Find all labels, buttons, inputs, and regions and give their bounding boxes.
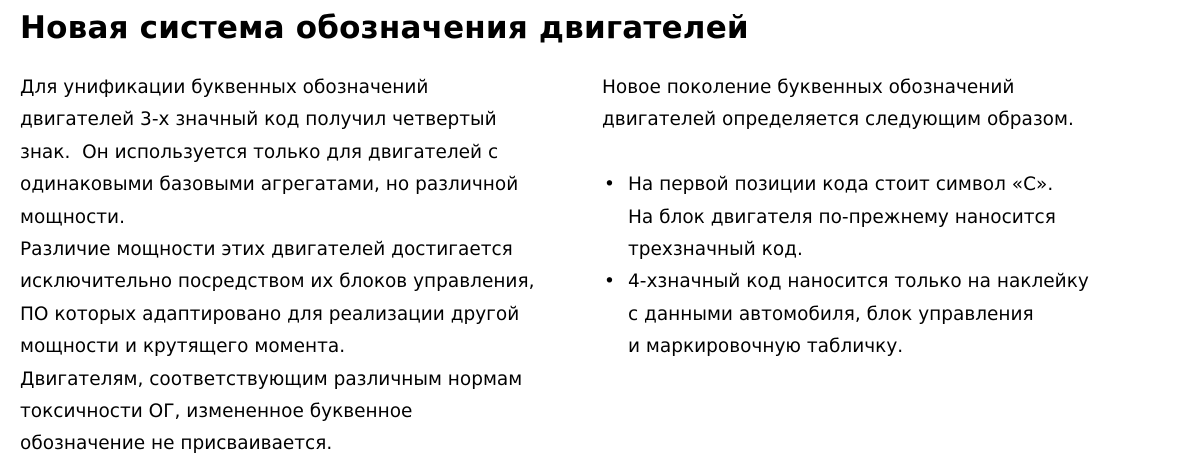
text-line: 4-хзначный код наносится только на наклейку [628, 271, 1089, 293]
right-column-text [602, 72, 1182, 364]
bullet-item [602, 169, 1182, 266]
text-line: Для унификации буквенных обозначений [20, 77, 429, 98]
text-line: исключительно посредством их блоков управления, [20, 271, 535, 293]
text-line: двигателей 3-х значный код получил четвертый [20, 109, 497, 131]
text-line: Двигателям, соответствующим различным нормам [20, 368, 523, 390]
bullet-dot-icon: • [604, 271, 615, 293]
text-line: обозначение не присваивается. [20, 433, 333, 455]
text-line: знак. Он используется только для двигателей с [20, 141, 499, 163]
text-line: и маркировочную табличку. [628, 336, 904, 358]
text-line: На первой позиции кода стоит символ «С». [628, 174, 1054, 196]
text-line: Новое поколение буквенных обозначений [602, 77, 1015, 98]
paragraph-spacer [602, 137, 1182, 169]
bullet-dot-icon: • [604, 174, 615, 196]
left-column-text [20, 72, 560, 461]
text-line: токсичности ОГ, измененное буквенное [20, 401, 413, 423]
bullet-item [602, 266, 1182, 363]
text-line: трехзначный код. [628, 239, 803, 261]
text-line: двигателей определяется следующим образом. [602, 109, 1074, 131]
text-line: с данными автомобиля, блок управления [628, 303, 1034, 325]
text-line: Различие мощности этих двигателей достигается [20, 239, 513, 261]
page-title: Новая система обозначения двигателей [20, 10, 749, 46]
text-line: ПО которых адаптировано для реализации другой [20, 303, 520, 325]
text-line: мощности и крутящего момента. [20, 336, 346, 358]
text-line: На блок двигателя по-прежнему наносится [628, 206, 1056, 228]
text-line: одинаковыми базовыми агрегатами, но различной [20, 174, 519, 196]
text-line: мощности. [20, 206, 125, 228]
